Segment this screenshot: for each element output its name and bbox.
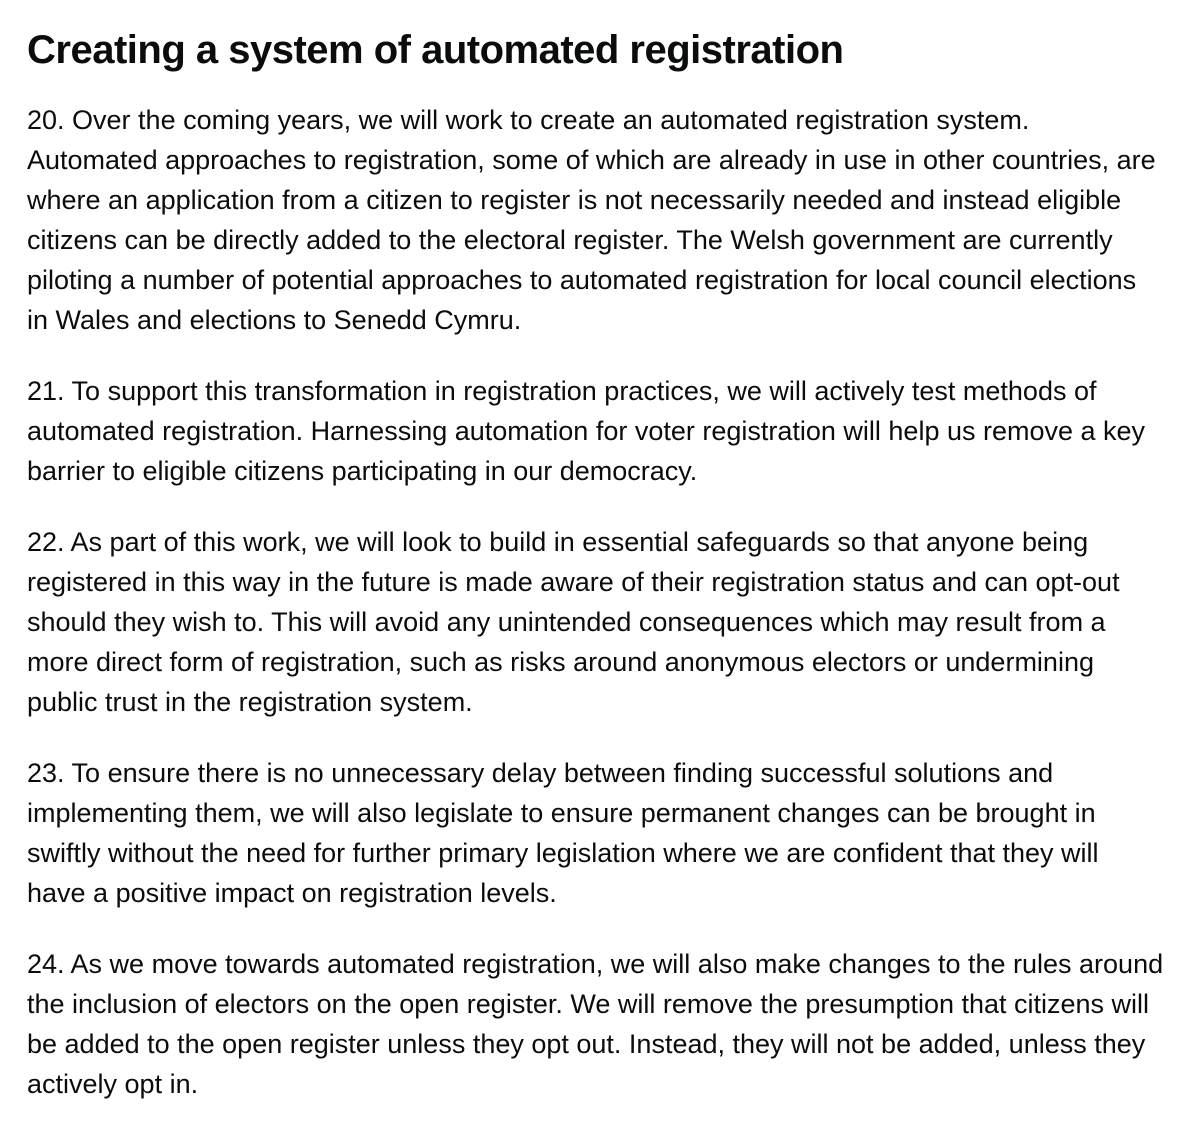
paragraph-23: 23. To ensure there is no unnecessary delay between finding successful solutions and implementing them, we will also legislate to ensure permanent changes can be brought in swiftly without the need for further primary legislation where we are confident that they will have a positive impact on registration levels. (27, 758, 1099, 908)
paragraph-22: 22. As part of this work, we will look to build in essential safeguards so that anyone being registered in this way in the future is made aware of their registration status and can opt-out should they wish to. This will avoid any unintended consequences which may result from a more direct form of registration, such as risks around anonymous electors or undermining public trust in the registration system. (27, 527, 1120, 717)
paragraph-20: 20. Over the coming years, we will work to create an automated registration system. Automated approaches to registration, some of which are already in use in other countries, are where an application from a citizen to register is not necessarily needed and instead eligible citizens can be directly added to the electoral register. The Welsh government are currently piloting a number of potential approaches to automated registration for local council elections in Wales and elections to Senedd Cymru. (27, 105, 1156, 335)
paragraph-21: 21. To support this transformation in registration practices, we will actively test methods of automated registration. Harnessing automation for voter registration will help us remove a key barrier to eligible citizens participating in our democracy. (27, 376, 1146, 486)
section-heading: Creating a system of automated registration (27, 28, 844, 72)
paragraph-24: 24. As we move towards automated registration, we will also make changes to the rules around the inclusion of electors on the open register. We will remove the presumption that citizens will be added to the open register unless they opt out. Instead, they will not be added, unless they actively opt in. (27, 949, 1164, 1099)
